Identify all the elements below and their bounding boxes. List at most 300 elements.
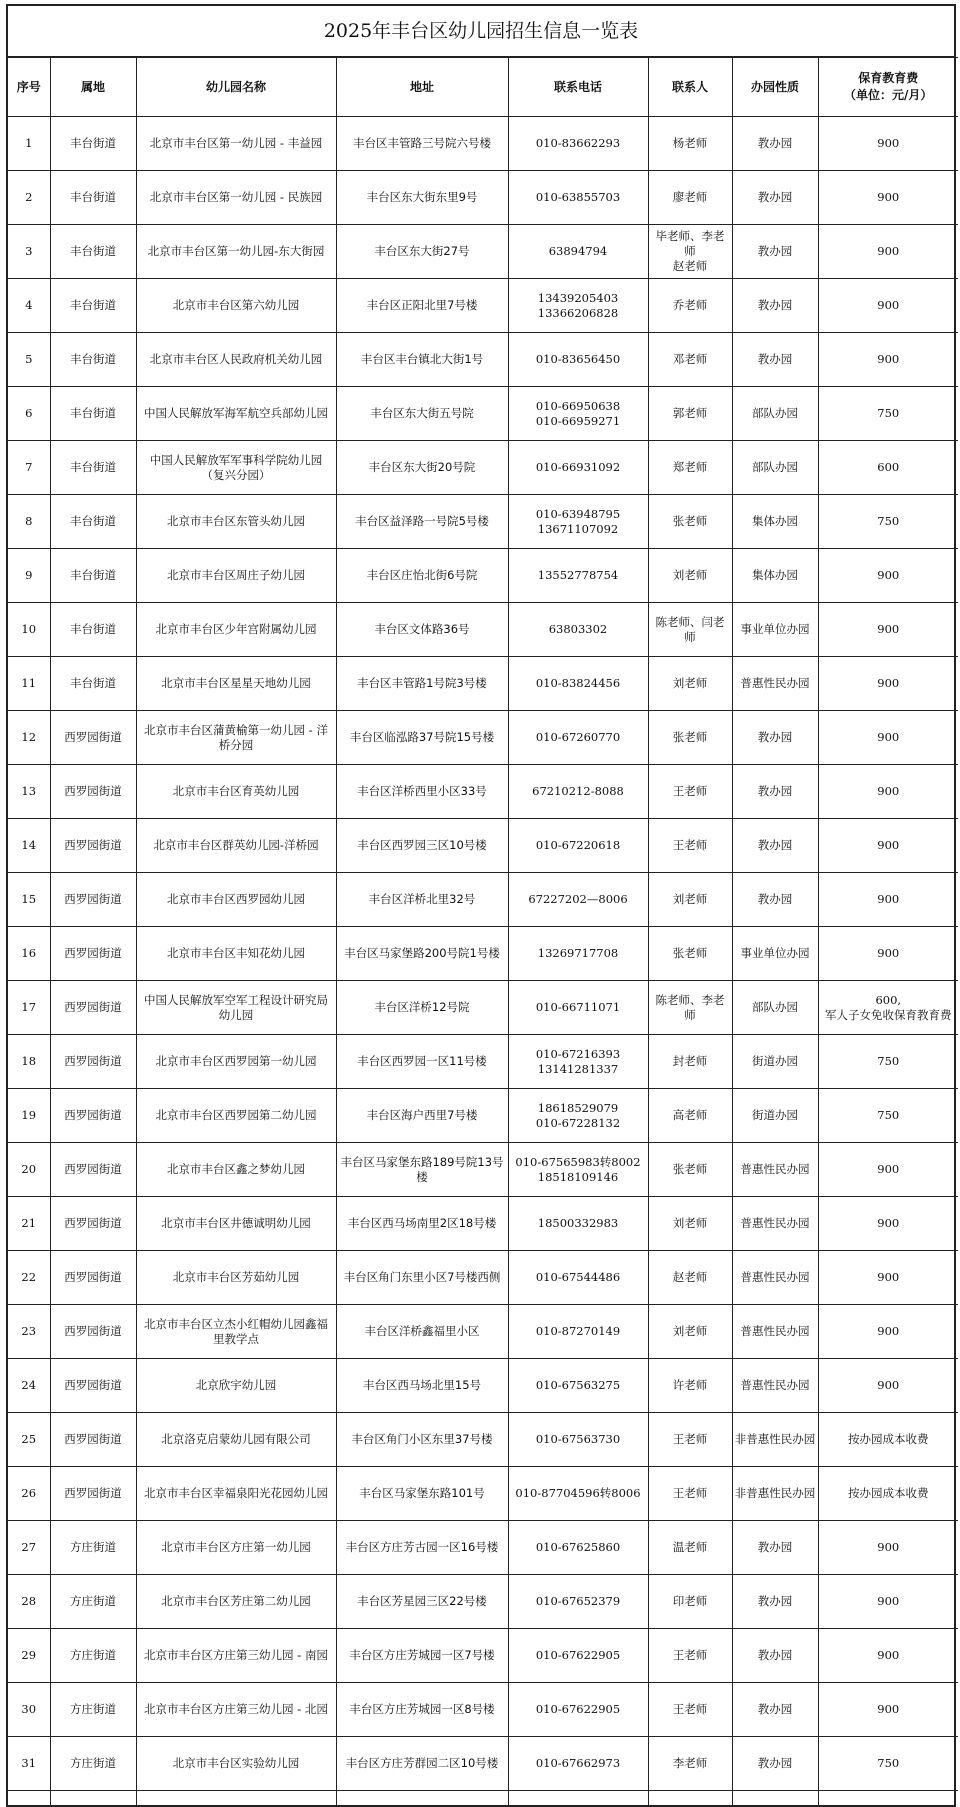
table-row [8,1251,958,1305]
cell-type: 教办园 [732,711,818,765]
cell-contact: 刘老师 [648,1305,732,1359]
cell-phone: 010-67625860 [508,1521,648,1575]
cell-phone: 63803302 [508,603,648,657]
cell-index: 5 [8,333,50,387]
cell-fee: 750 [818,1737,958,1791]
cell-index: 8 [8,495,50,549]
cell-contact: 张老师 [648,495,732,549]
table-row [8,711,958,765]
table-row [8,873,958,927]
page-title: 2025年丰台区幼儿园招生信息一览表 [8,6,954,57]
cell-name: 中国人民解放军空军工程设计研究局幼儿园 [136,981,336,1035]
cell-phone: 010-66931092 [508,441,648,495]
table-row-partial [8,1791,958,1806]
cell-index: 21 [8,1197,50,1251]
cell-index: 14 [8,819,50,873]
cell-district: 丰台街道 [50,387,136,441]
cell-address: 丰台区芳星园三区22号楼 [336,1575,508,1629]
cell-contact: 王老师 [648,1683,732,1737]
cell-district: 西罗园街道 [50,1413,136,1467]
cell-fee: 900 [818,1683,958,1737]
cell-district: 丰台街道 [50,495,136,549]
cell-district: 西罗园街道 [50,819,136,873]
cell-phone: 010-67563730 [508,1413,648,1467]
cell-contact: 郑老师 [648,441,732,495]
cell-district: 方庄街道 [50,1683,136,1737]
cell-type: 普惠性民办园 [732,1305,818,1359]
cell-contact: 印老师 [648,1575,732,1629]
cell-address: 丰台区海户西里7号楼 [336,1089,508,1143]
cell-contact: 温老师 [648,1521,732,1575]
col-header-district: 属地 [50,58,136,117]
col-header-fee: 保育教育费 （单位：元/月） [818,58,958,117]
cell-fee: 900 [818,549,958,603]
cell-name: 北京市丰台区芳庄第二幼儿园 [136,1575,336,1629]
cell-fee: 600 [818,441,958,495]
cell-type: 集体办园 [732,549,818,603]
cell-fee: 900 [818,711,958,765]
cell-phone: 010-87270149 [508,1305,648,1359]
cell-fee: 750 [818,1035,958,1089]
cell-district: 西罗园街道 [50,1197,136,1251]
cell-fee: 900 [818,1575,958,1629]
cell-index: 30 [8,1683,50,1737]
cell-fee: 900 [818,225,958,279]
cell-district: 西罗园街道 [50,1035,136,1089]
table-row [8,1413,958,1467]
cell-phone: 13269717708 [508,927,648,981]
cell-index: 9 [8,549,50,603]
cell-fee: 900 [818,1359,958,1413]
table-row [8,1035,958,1089]
cell-district: 西罗园街道 [50,1143,136,1197]
cell-district: 西罗园街道 [50,765,136,819]
cell-index: 2 [8,171,50,225]
cell-address: 丰台区角门小区东里37号楼 [336,1413,508,1467]
cell-district: 丰台街道 [50,657,136,711]
table-row [8,441,958,495]
table-row [8,1197,958,1251]
cell-type: 教办园 [732,873,818,927]
cell-type: 教办园 [732,333,818,387]
cell-empty [50,1791,136,1806]
cell-name: 北京洛克启蒙幼儿园有限公司 [136,1413,336,1467]
cell-name: 中国人民解放军海军航空兵部幼儿园 [136,387,336,441]
cell-name: 北京市丰台区东管头幼儿园 [136,495,336,549]
cell-index: 19 [8,1089,50,1143]
cell-type: 部队办园 [732,441,818,495]
cell-type: 教办园 [732,117,818,171]
cell-district: 丰台街道 [50,549,136,603]
cell-district: 方庄街道 [50,1575,136,1629]
cell-fee: 900 [818,819,958,873]
cell-address: 丰台区正阳北里7号楼 [336,279,508,333]
cell-address: 丰台区东大街20号院 [336,441,508,495]
cell-district: 丰台街道 [50,603,136,657]
cell-index: 22 [8,1251,50,1305]
cell-contact: 高老师 [648,1089,732,1143]
cell-address: 丰台区西罗园一区11号楼 [336,1035,508,1089]
cell-district: 西罗园街道 [50,981,136,1035]
cell-contact: 许老师 [648,1359,732,1413]
table-row [8,1467,958,1521]
cell-address: 丰台区方庄芳古园一区16号楼 [336,1521,508,1575]
cell-type: 事业单位办园 [732,603,818,657]
cell-phone: 010-83824456 [508,657,648,711]
table-row [8,981,958,1035]
cell-name: 北京市丰台区丰知花幼儿园 [136,927,336,981]
cell-address: 丰台区西马场北里15号 [336,1359,508,1413]
cell-name: 北京市丰台区第一幼儿园 - 民族园 [136,171,336,225]
cell-index: 15 [8,873,50,927]
cell-type: 教办园 [732,765,818,819]
cell-type: 教办园 [732,279,818,333]
cell-phone: 13439205403 13366206828 [508,279,648,333]
cell-address: 丰台区丰管路三号院六号楼 [336,117,508,171]
table-row [8,1089,958,1143]
cell-district: 丰台街道 [50,279,136,333]
table-row [8,765,958,819]
cell-contact: 张老师 [648,711,732,765]
cell-name: 北京市丰台区第六幼儿园 [136,279,336,333]
col-header-index: 序号 [8,58,50,117]
cell-name: 北京市丰台区育英幼儿园 [136,765,336,819]
cell-index: 3 [8,225,50,279]
cell-index: 16 [8,927,50,981]
cell-index: 1 [8,117,50,171]
cell-fee: 按办园成本收费 [818,1467,958,1521]
cell-name: 北京市丰台区西罗园第二幼儿园 [136,1089,336,1143]
cell-name: 北京市丰台区方庄第一幼儿园 [136,1521,336,1575]
cell-name: 北京市丰台区幸福泉阳光花园幼儿园 [136,1467,336,1521]
cell-fee: 900 [818,1629,958,1683]
cell-fee: 900 [818,1251,958,1305]
cell-contact: 封老师 [648,1035,732,1089]
cell-fee: 900 [818,279,958,333]
cell-name: 北京市丰台区方庄第三幼儿园 - 南园 [136,1629,336,1683]
cell-contact: 刘老师 [648,873,732,927]
cell-phone: 010-67622905 [508,1683,648,1737]
cell-phone: 010-83662293 [508,117,648,171]
cell-phone: 010-87704596转8006 [508,1467,648,1521]
cell-district: 西罗园街道 [50,927,136,981]
cell-type: 部队办园 [732,981,818,1035]
table-row [8,927,958,981]
cell-name: 北京市丰台区星星天地幼儿园 [136,657,336,711]
cell-contact: 廖老师 [648,171,732,225]
cell-type: 教办园 [732,1683,818,1737]
cell-phone: 010-63948795 13671107092 [508,495,648,549]
table-row [8,171,958,225]
cell-phone: 18618529079 010-67228132 [508,1089,648,1143]
cell-district: 方庄街道 [50,1629,136,1683]
cell-address: 丰台区马家堡东路101号 [336,1467,508,1521]
cell-contact: 王老师 [648,765,732,819]
cell-name: 北京市丰台区西罗园幼儿园 [136,873,336,927]
cell-phone: 010-67652379 [508,1575,648,1629]
table-row [8,603,958,657]
cell-address: 丰台区马家堡路200号院1号楼 [336,927,508,981]
cell-contact: 杨老师 [648,117,732,171]
cell-type: 教办园 [732,225,818,279]
cell-address: 丰台区东大街东里9号 [336,171,508,225]
cell-phone: 010-67216393 13141281337 [508,1035,648,1089]
cell-index: 12 [8,711,50,765]
cell-index: 11 [8,657,50,711]
cell-type: 教办园 [732,819,818,873]
cell-address: 丰台区东大街27号 [336,225,508,279]
cell-empty [336,1791,508,1806]
cell-contact: 乔老师 [648,279,732,333]
cell-phone: 18500332983 [508,1197,648,1251]
cell-contact: 王老师 [648,1467,732,1521]
cell-address: 丰台区方庄芳群园二区10号楼 [336,1737,508,1791]
table-row [8,117,958,171]
cell-fee: 900 [818,171,958,225]
cell-name: 北京欣宇幼儿园 [136,1359,336,1413]
cell-name: 中国人民解放军军事科学院幼儿园（复兴分园） [136,441,336,495]
cell-type: 普惠性民办园 [732,1251,818,1305]
cell-contact: 刘老师 [648,1197,732,1251]
cell-fee: 900 [818,1305,958,1359]
cell-fee: 900 [818,1521,958,1575]
cell-contact: 王老师 [648,1413,732,1467]
cell-phone: 63894794 [508,225,648,279]
col-header-name: 幼儿园名称 [136,58,336,117]
cell-contact: 李老师 [648,1737,732,1791]
cell-type: 部队办园 [732,387,818,441]
table-row [8,387,958,441]
cell-type: 事业单位办园 [732,927,818,981]
cell-index: 24 [8,1359,50,1413]
cell-district: 西罗园街道 [50,1359,136,1413]
cell-index: 25 [8,1413,50,1467]
cell-index: 7 [8,441,50,495]
cell-empty [136,1791,336,1806]
cell-phone: 010-67260770 [508,711,648,765]
cell-empty [8,1791,50,1806]
table-row [8,657,958,711]
cell-phone: 010-83656450 [508,333,648,387]
cell-fee: 900 [818,1197,958,1251]
cell-district: 丰台街道 [50,333,136,387]
cell-type: 教办园 [732,1521,818,1575]
cell-address: 丰台区西罗园三区10号楼 [336,819,508,873]
cell-contact: 陈老师、李老师 [648,981,732,1035]
cell-fee: 900 [818,333,958,387]
cell-type: 非普惠性民办园 [732,1413,818,1467]
cell-fee: 按办园成本收费 [818,1413,958,1467]
cell-name: 北京市丰台区周庄子幼儿园 [136,549,336,603]
cell-contact: 张老师 [648,1143,732,1197]
cell-address: 丰台区丰台镇北大街1号 [336,333,508,387]
table-row [8,1629,958,1683]
table-row [8,1521,958,1575]
col-header-type: 办园性质 [732,58,818,117]
cell-index: 31 [8,1737,50,1791]
cell-empty [732,1791,818,1806]
cell-contact: 刘老师 [648,549,732,603]
cell-index: 17 [8,981,50,1035]
cell-type: 集体办园 [732,495,818,549]
cell-type: 教办园 [732,1737,818,1791]
cell-index: 4 [8,279,50,333]
cell-name: 北京市丰台区西罗园第一幼儿园 [136,1035,336,1089]
cell-phone: 010-67565983转8002 18518109146 [508,1143,648,1197]
cell-address: 丰台区马家堡东路189号院13号楼 [336,1143,508,1197]
cell-district: 西罗园街道 [50,873,136,927]
cell-index: 10 [8,603,50,657]
cell-address: 丰台区西马场南里2区18号楼 [336,1197,508,1251]
cell-name: 北京市丰台区第一幼儿园-东大街园 [136,225,336,279]
cell-index: 18 [8,1035,50,1089]
cell-address: 丰台区洋桥北里32号 [336,873,508,927]
table-row [8,1575,958,1629]
cell-type: 非普惠性民办园 [732,1467,818,1521]
cell-phone: 010-67544486 [508,1251,648,1305]
cell-type: 街道办园 [732,1089,818,1143]
cell-index: 13 [8,765,50,819]
cell-fee: 900 [818,873,958,927]
cell-phone: 010-67622905 [508,1629,648,1683]
cell-index: 23 [8,1305,50,1359]
cell-fee: 900 [818,1143,958,1197]
table-row [8,1737,958,1791]
cell-fee: 900 [818,765,958,819]
cell-phone: 010-67662973 [508,1737,648,1791]
cell-district: 西罗园街道 [50,1251,136,1305]
cell-empty [508,1791,648,1806]
cell-phone: 010-66711071 [508,981,648,1035]
table-header-row [8,58,958,117]
table-row [8,1305,958,1359]
cell-district: 西罗园街道 [50,1089,136,1143]
cell-fee: 900 [818,927,958,981]
cell-name: 北京市丰台区实验幼儿园 [136,1737,336,1791]
cell-phone: 010-67563275 [508,1359,648,1413]
table-row [8,1683,958,1737]
cell-district: 丰台街道 [50,441,136,495]
col-header-address: 地址 [336,58,508,117]
cell-fee: 750 [818,387,958,441]
cell-district: 西罗园街道 [50,711,136,765]
cell-empty [818,1791,958,1806]
cell-address: 丰台区角门东里小区7号楼西侧 [336,1251,508,1305]
cell-type: 普惠性民办园 [732,1143,818,1197]
cell-type: 教办园 [732,171,818,225]
cell-fee: 750 [818,1089,958,1143]
cell-contact: 郭老师 [648,387,732,441]
cell-address: 丰台区洋桥西里小区33号 [336,765,508,819]
table-row [8,225,958,279]
cell-phone: 010-67220618 [508,819,648,873]
cell-contact: 刘老师 [648,657,732,711]
cell-name: 北京市丰台区蒲黄榆第一幼儿园 - 洋桥分园 [136,711,336,765]
table-body [8,117,958,1806]
cell-district: 丰台街道 [50,225,136,279]
cell-contact: 王老师 [648,1629,732,1683]
table-row [8,1359,958,1413]
cell-contact: 毕老师、李老师 赵老师 [648,225,732,279]
cell-fee: 900 [818,657,958,711]
cell-name: 北京市丰台区少年宫附属幼儿园 [136,603,336,657]
cell-contact: 王老师 [648,819,732,873]
cell-type: 街道办园 [732,1035,818,1089]
table-row [8,549,958,603]
cell-name: 北京市丰台区群英幼儿园-洋桥园 [136,819,336,873]
table-row [8,819,958,873]
cell-phone: 010-63855703 [508,171,648,225]
cell-index: 29 [8,1629,50,1683]
cell-fee: 750 [818,495,958,549]
cell-phone: 010-66950638 010-66959271 [508,387,648,441]
cell-district: 西罗园街道 [50,1305,136,1359]
cell-district: 西罗园街道 [50,1467,136,1521]
cell-fee: 600, 军人子女免收保育教育费 [818,981,958,1035]
cell-address: 丰台区方庄芳城园一区8号楼 [336,1683,508,1737]
cell-type: 普惠性民办园 [732,1359,818,1413]
table-row [8,1143,958,1197]
cell-contact: 邓老师 [648,333,732,387]
cell-address: 丰台区文体路36号 [336,603,508,657]
cell-fee: 900 [818,603,958,657]
cell-phone: 67227202—8006 [508,873,648,927]
cell-index: 20 [8,1143,50,1197]
cell-name: 北京市丰台区鑫之梦幼儿园 [136,1143,336,1197]
cell-address: 丰台区临泓路37号院15号楼 [336,711,508,765]
cell-name: 北京市丰台区井德诚明幼儿园 [136,1197,336,1251]
cell-empty [648,1791,732,1806]
cell-phone: 67210212-8088 [508,765,648,819]
cell-type: 教办园 [732,1629,818,1683]
col-header-phone: 联系电话 [508,58,648,117]
table-row [8,333,958,387]
enrollment-table-sheet [6,4,956,1807]
cell-contact: 张老师 [648,927,732,981]
cell-address: 丰台区东大街五号院 [336,387,508,441]
cell-name: 北京市丰台区芳茹幼儿园 [136,1251,336,1305]
cell-address: 丰台区方庄芳城园一区7号楼 [336,1629,508,1683]
cell-district: 丰台街道 [50,117,136,171]
cell-type: 教办园 [732,1575,818,1629]
cell-district: 丰台街道 [50,171,136,225]
cell-phone: 13552778754 [508,549,648,603]
cell-type: 普惠性民办园 [732,657,818,711]
table-row [8,279,958,333]
cell-address: 丰台区益泽路一号院5号楼 [336,495,508,549]
cell-name: 北京市丰台区第一幼儿园 - 丰益园 [136,117,336,171]
cell-name: 北京市丰台区立杰小红帽幼儿园鑫福里教学点 [136,1305,336,1359]
col-header-contact: 联系人 [648,58,732,117]
cell-index: 27 [8,1521,50,1575]
cell-address: 丰台区洋桥鑫福里小区 [336,1305,508,1359]
cell-address: 丰台区丰管路1号院3号楼 [336,657,508,711]
cell-address: 丰台区洋桥12号院 [336,981,508,1035]
cell-type: 普惠性民办园 [732,1197,818,1251]
table-row [8,495,958,549]
cell-index: 26 [8,1467,50,1521]
cell-district: 方庄街道 [50,1521,136,1575]
cell-contact: 赵老师 [648,1251,732,1305]
cell-index: 28 [8,1575,50,1629]
cell-district: 方庄街道 [50,1737,136,1791]
cell-fee: 900 [818,117,958,171]
cell-index: 6 [8,387,50,441]
cell-contact: 陈老师、闫老师 [648,603,732,657]
cell-address: 丰台区庄怡北街6号院 [336,549,508,603]
kindergarten-table [8,57,958,1805]
cell-name: 北京市丰台区方庄第三幼儿园 - 北园 [136,1683,336,1737]
